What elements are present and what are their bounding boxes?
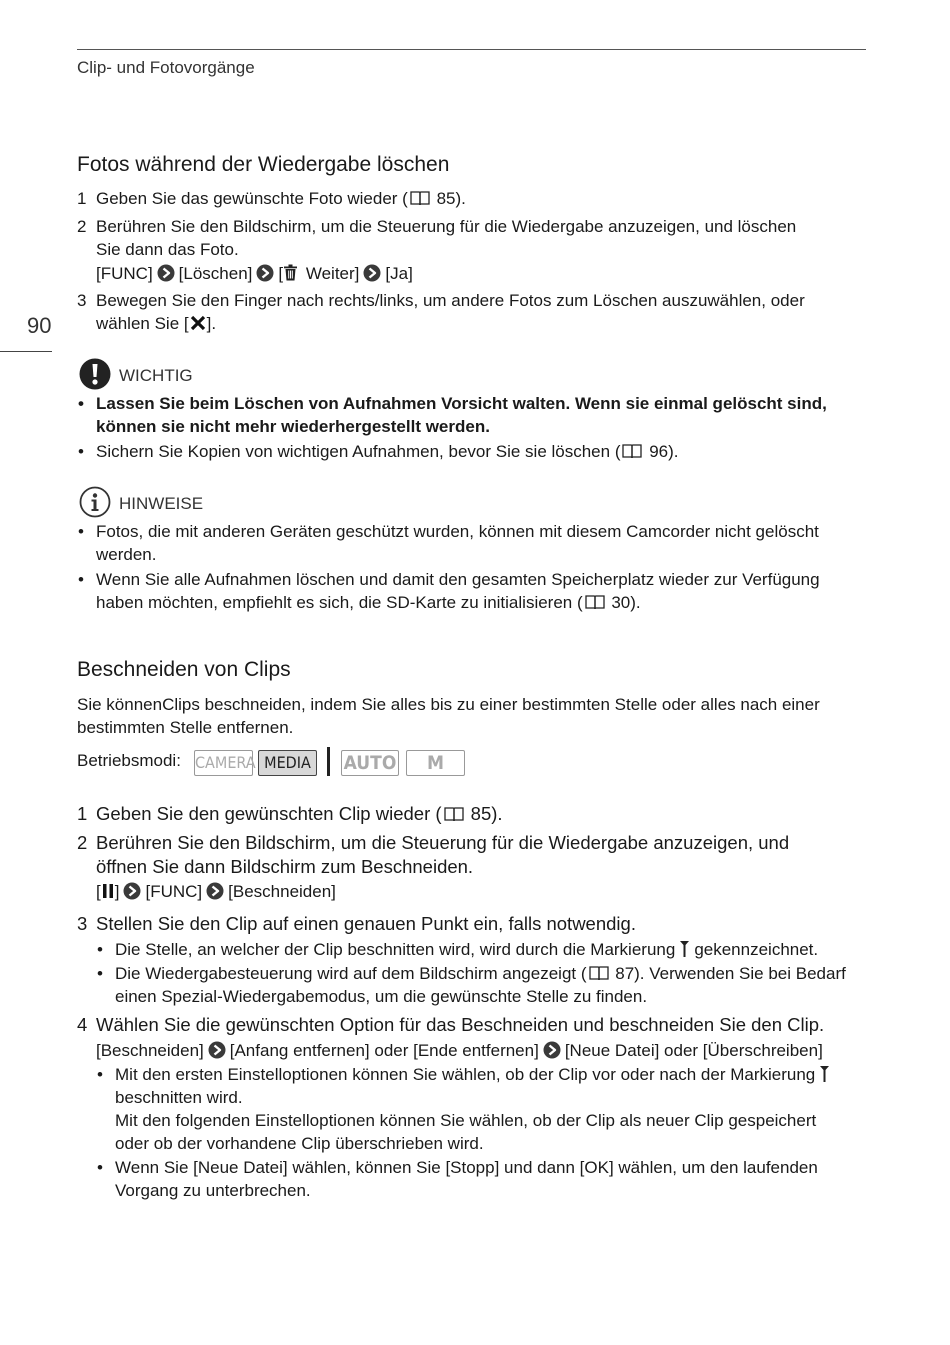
menu-path-item: [Neue Datei] oder [Überschreiben] [564, 1041, 823, 1060]
next-arrow-icon [157, 264, 175, 282]
bullet-text: Vorgang zu unterbrechen. [115, 1181, 311, 1200]
bullet-text: Sichern Sie Kopien von wichtigen Aufnahmen, bevor Sie sie löschen ( [96, 442, 621, 461]
page-number: 90 [27, 313, 52, 338]
notes-label: HINWEISE [119, 494, 204, 513]
menu-path-item: [Beschneiden] [228, 882, 336, 901]
modes-label: Betriebsmodi: [77, 751, 181, 770]
mode-manual-badge: M [406, 750, 465, 776]
bullet-text: einen Spezial-Wiedergabemodus, um die gewünschte Stelle zu finden. [115, 987, 648, 1006]
step-number: 1 [77, 189, 87, 208]
menu-path-item: [Löschen] [178, 264, 253, 283]
menu-path-item: [ [278, 264, 284, 283]
next-arrow-icon [363, 264, 381, 282]
bullet-text: können sie nicht mehr wiederhergestellt werden. [96, 417, 490, 436]
bullet-text: Mit den folgenden Einstelloptionen können Sie wählen, ob der Clip als neuer Clip gespeichert [115, 1111, 817, 1130]
trash-icon [283, 264, 298, 281]
menu-path-item: [FUNC] [96, 264, 153, 283]
step-text: Stellen Sie den Clip auf einen genauen Punkt ein, falls notwendig. [96, 913, 636, 934]
menu-path-item: [Beschneiden] [96, 1041, 204, 1060]
section-heading-delete-photos: Fotos während der Wiedergabe löschen [77, 153, 450, 176]
page-number-rule [0, 351, 52, 352]
page-ref: 30). [606, 593, 641, 612]
intro-text: bestimmten Stelle entfernen. [77, 718, 294, 737]
bullet-text: beschnitten wird. [115, 1088, 243, 1107]
next-arrow-icon [206, 882, 224, 900]
book-reference-icon [622, 443, 642, 459]
menu-path-item: Weiter] [301, 264, 360, 283]
book-reference-icon [589, 965, 609, 981]
bullet-text: haben möchten, empfiehlt es sich, die SD-Karte zu initialisieren ( [96, 593, 583, 612]
mode-auto-badge: AUTO [341, 750, 399, 776]
bullet-text: gekennzeichnet. [694, 940, 819, 959]
menu-path-item: ] [114, 882, 120, 901]
bullet-text: Lassen Sie beim Löschen von Aufnahmen Vorsicht walten. Wenn sie einmal gelöscht sind, [96, 394, 827, 413]
important-label: WICHTIG [119, 366, 193, 385]
mode-camera-badge: CAMERA [194, 750, 253, 776]
step-number: 2 [77, 217, 87, 236]
book-reference-icon [585, 594, 605, 610]
step-text: Sie dann das Foto. [96, 240, 239, 259]
page-ref: 85). [465, 803, 503, 824]
pause-icon [101, 883, 115, 899]
next-arrow-icon [208, 1041, 226, 1059]
bullet-text: 87). Verwenden Sie bei Bedarf [610, 964, 846, 983]
step-text: Geben Sie den gewünschten Clip wieder ( [96, 803, 442, 824]
next-arrow-icon [123, 882, 141, 900]
bullet-text: Mit den ersten Einstelloptionen können Sie wählen, ob der Clip vor oder nach der Markierung [115, 1065, 816, 1084]
bullet-text: Fotos, die mit anderen Geräten geschützt wurden, können mit diesem Camcorder nicht gelöscht [96, 522, 819, 541]
step-text: Geben Sie das gewünschte Foto wieder ( [96, 189, 408, 208]
bullet-text: Wenn Sie alle Aufnahmen löschen und damit den gesamten Speicherplatz wieder zur Verfügung [96, 570, 820, 589]
bullet-text: Die Stelle, an welcher der Clip beschnitten wird, wird durch die Markierung [115, 940, 676, 959]
page-ref: 96). [644, 442, 679, 461]
step-text: wählen Sie [ [96, 314, 189, 333]
bullet-text: werden. [96, 545, 157, 564]
exclamation-icon [79, 358, 111, 390]
book-reference-icon [444, 806, 464, 822]
step-text: Berühren Sie den Bildschirm, um die Steuerung für die Wiedergabe anzuzeigen, und löschen [96, 217, 797, 236]
bullet-text: Wenn Sie [Neue Datei] wählen, können Sie [Stopp] und dann [OK] wählen, um den laufenden [115, 1158, 818, 1177]
trim-marker-icon [819, 1065, 830, 1083]
step-text: Wählen Sie die gewünschten Option für das Beschneiden und beschneiden Sie den Clip. [96, 1014, 825, 1035]
menu-path [96, 262, 413, 285]
header-rule [77, 49, 866, 50]
menu-path-item: [Ja] [385, 264, 413, 283]
section-heading-trim-clips: Beschneiden von Clips [77, 658, 291, 681]
book-reference-icon [410, 190, 430, 206]
intro-text: Sie könnenClips beschneiden, indem Sie alles bis zu einer bestimmten Stelle oder alles nach einer [77, 695, 820, 714]
info-icon [79, 486, 111, 518]
mode-separator [327, 747, 330, 776]
bullet-text: Die Wiedergabesteuerung wird auf dem Bildschirm angezeigt ( [115, 964, 587, 983]
next-arrow-icon [256, 264, 274, 282]
menu-path-item: [ [96, 882, 101, 901]
trim-marker-icon [679, 940, 690, 958]
close-x-icon [190, 315, 206, 331]
running-header: Clip- und Fotovorgänge [77, 58, 255, 77]
next-arrow-icon [543, 1041, 561, 1059]
menu-path-item: [Anfang entfernen] oder [Ende entfernen] [229, 1041, 539, 1060]
mode-media-badge: MEDIA [258, 750, 317, 776]
step-text: öffnen Sie dann Bildschirm zum Beschneiden. [96, 856, 474, 877]
menu-path-item: [FUNC] [145, 882, 203, 901]
step-text: ]. [206, 314, 217, 333]
step-text: Berühren Sie den Bildschirm, um die Steuerung für die Wiedergabe anzuzeigen, und [96, 832, 790, 853]
bullet-text: oder ob der vorhandene Clip überschrieben wird. [115, 1134, 484, 1153]
step-number: 3 [77, 291, 87, 310]
page-ref: 85). [431, 189, 466, 208]
step-text: Bewegen Sie den Finger nach rechts/links, um andere Fotos zum Löschen auszuwählen, oder [96, 291, 805, 310]
